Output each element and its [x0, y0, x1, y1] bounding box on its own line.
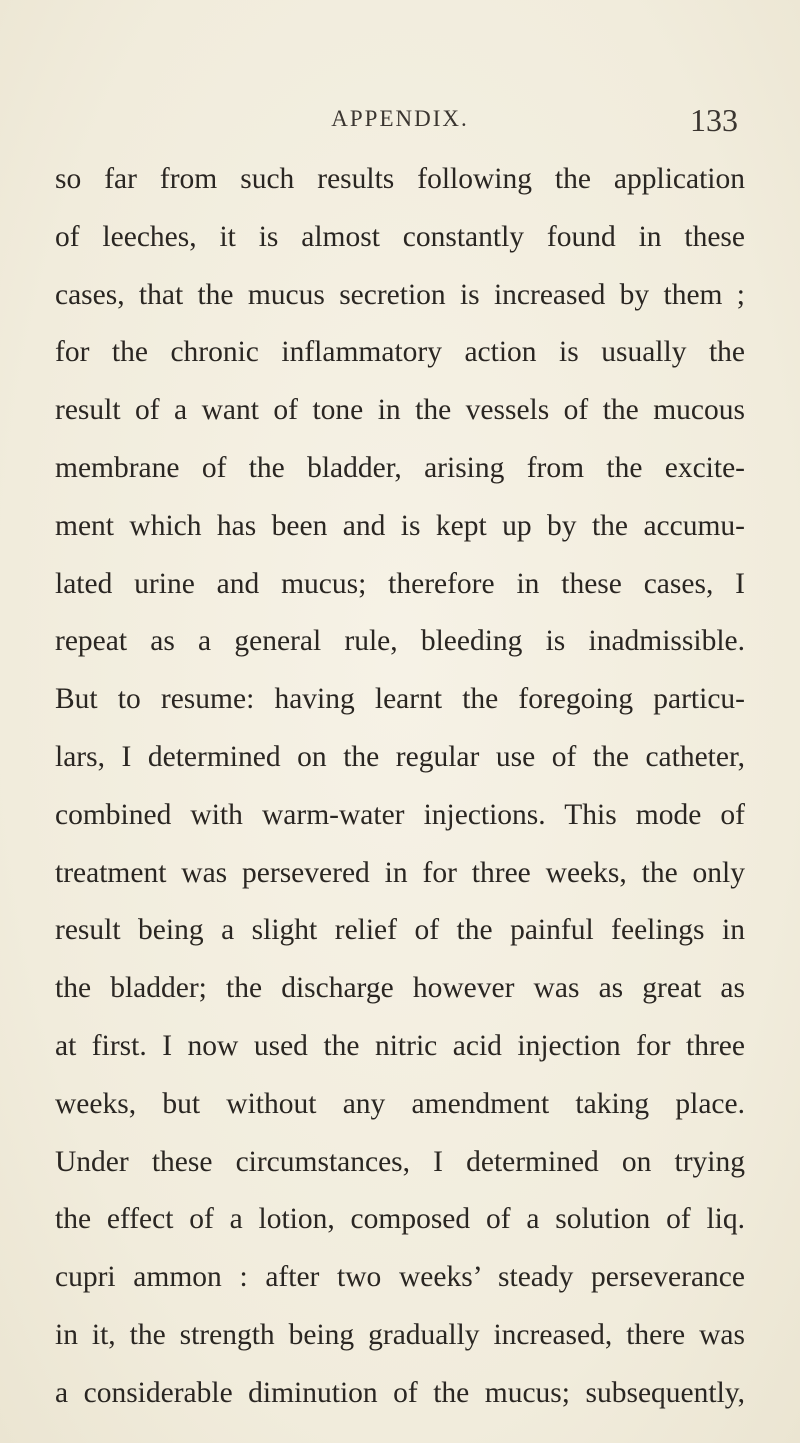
text-line: repeat as a general rule, bleeding is inadmissible. [55, 625, 745, 658]
text-line: the bladder; the discharge however was as great as [55, 972, 745, 1005]
text-line: Under these circumstances, I determined on trying [55, 1145, 745, 1178]
text-line: the effect of a lotion, composed of a solution of liq. [55, 1203, 745, 1236]
text-line: treatment was persevered in for three weeks, the only [55, 856, 745, 889]
text-line: in it, the strength being gradually increased, there was [55, 1318, 745, 1351]
text-line: for the chronic inflammatory action is usually the [55, 336, 745, 369]
text-line: a considerable diminution of the mucus; subsequently, [55, 1376, 745, 1409]
running-header-title: APPENDIX. [331, 106, 469, 131]
text-line: lars, I determined on the regular use of the catheter, [55, 740, 745, 773]
text-line: ment which has been and is kept up by the accumu- [55, 509, 745, 542]
body-text [55, 151, 745, 1423]
text-line: lated urine and mucus; therefore in these cases, I [55, 567, 745, 600]
page-number: 133 [690, 102, 738, 138]
text-line: result being a slight relief of the painful feelings in [55, 914, 745, 947]
text-line: weeks, but without any amendment taking place. [55, 1087, 745, 1120]
text-line: cupri ammon : after two weeks’ steady perseverance [55, 1261, 745, 1294]
text-line: of leeches, it is almost constantly found in these [55, 220, 745, 253]
running-header [0, 102, 800, 142]
text-line: at first. I now used the nitric acid injection for three [55, 1029, 745, 1062]
text-line: But to resume: having learnt the foregoing particu- [55, 683, 745, 716]
text-line: so far from such results following the application [55, 163, 745, 195]
text-line: combined with warm-water injections. This mode of [55, 798, 745, 831]
text-line: cases, that the mucus secretion is increased by them ; [55, 278, 745, 311]
text-line: membrane of the bladder, arising from the excite- [55, 451, 745, 484]
text-line: result of a want of tone in the vessels of the mucous [55, 394, 745, 427]
